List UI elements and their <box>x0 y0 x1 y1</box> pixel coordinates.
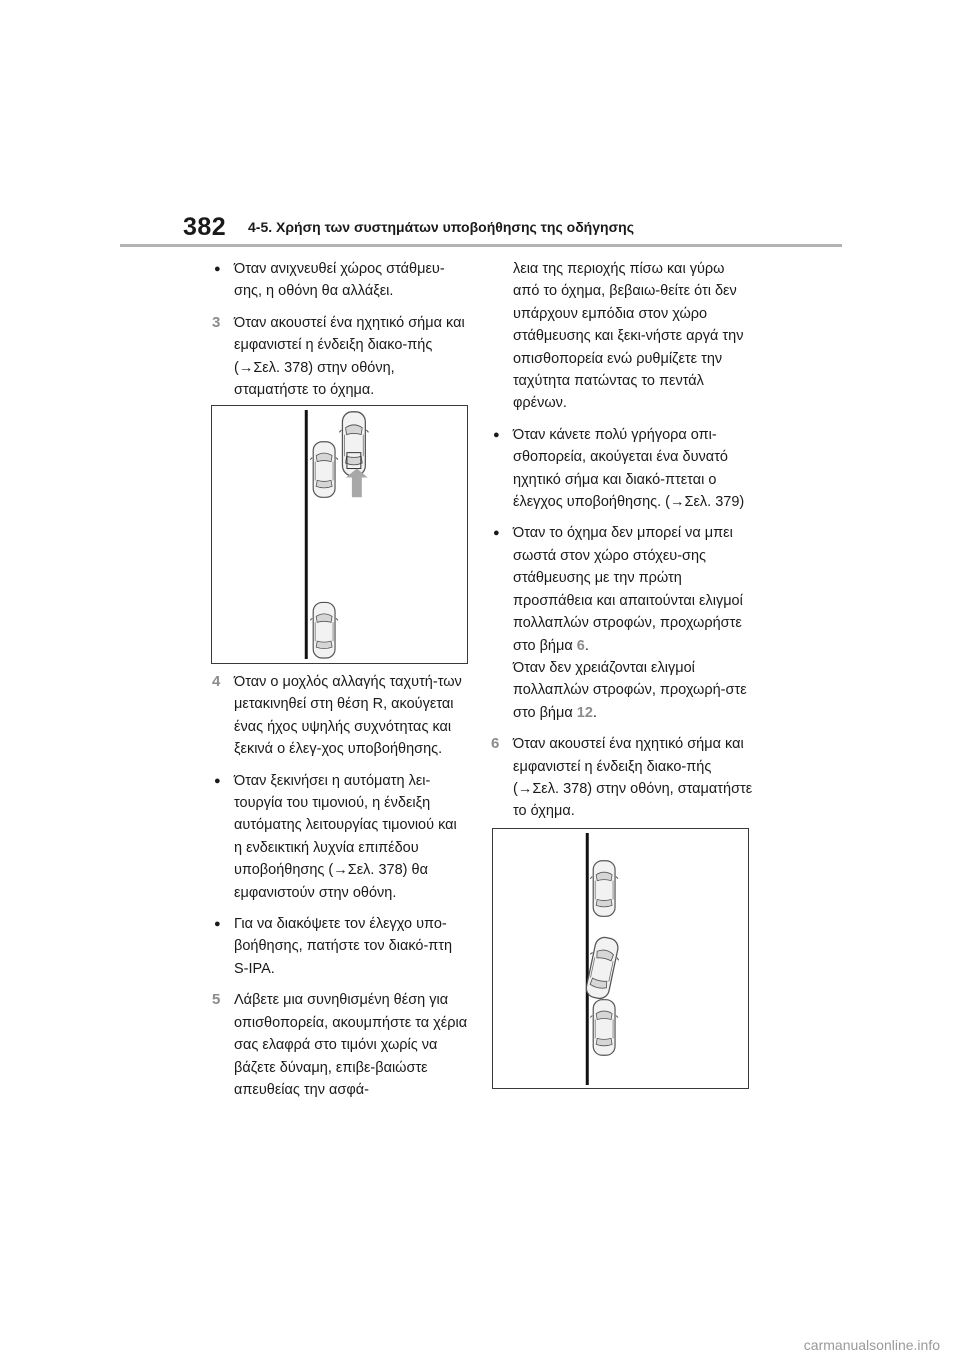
step-3 <box>212 312 468 402</box>
parked-car-rear <box>310 602 338 658</box>
step-5 <box>212 989 468 1101</box>
step-number: 6 <box>491 735 500 753</box>
bullet-parking-space-detected: ● Όταν ανιχνευθεί χώρος στάθμευ-σης, η οθόνη θα αλλάξει. <box>212 258 468 303</box>
left-column-top <box>212 258 468 410</box>
bullet-cancel-assist: ● Για να διακόψετε τον έλεγχο υπο-βοήθησης, πατήστε τον διακό-πτη S-IPA. <box>212 913 468 980</box>
parked-car-front <box>590 861 618 917</box>
step-number: 5 <box>212 991 221 1009</box>
parked-car-rear <box>590 1000 618 1056</box>
watermark: carmanualsonline.info <box>803 1337 940 1353</box>
header-divider <box>120 244 842 247</box>
bullet-text: . <box>584 637 589 654</box>
step-text: Λάβετε μια συνηθισμένη θέση για οπισθοπορεία, ακουμπήστε τα χέρια σας ελαφρά στο τιμόνι χωρίς να βάζετε δύναμη, επιβε-βαιώστε απευθείας την ασφά- <box>234 992 468 1098</box>
section-title: 4-5. Χρήση των συστημάτων υποβοήθησης της οδήγησης <box>248 219 634 235</box>
step-number: 3 <box>212 313 221 331</box>
step-reference: 6 <box>576 637 585 654</box>
step-text: Όταν ακουστεί ένα ηχητικό σήμα και εμφανιστεί η ένδειξη διακο-πής (→Σελ. 378) στην οθόνη, σταματήστε το όχημα. <box>234 314 465 399</box>
parking-diagram-2 <box>493 829 748 1088</box>
bullet-automatic-steering: ● Όταν ξεκινήσει η αυτόματη λει-τουργία του τιμονιού, η ένδειξη αυτόματης λειτουργίας τιμονιού και η ενδεικτική λυχνία επιπέδου υποβοήθησης (→Σελ. 378) θα εμφανιστούν στην οθόνη. <box>212 770 468 904</box>
parked-car-front <box>310 442 338 498</box>
parking-figure-2 <box>492 828 749 1089</box>
bullet-reversing-too-fast: ● Όταν κάνετε πολύ γρήγορα οπι-σθοπορεία, ακούγεται ένα δυνατό ηχητικό σήμα και διακό-πτεται ο έλεγχος υποβοήθησης. (→Σελ. 379) <box>491 424 753 514</box>
step-text: Όταν ο μοχλός αλλαγής ταχυτή-των μετακινηθεί στη θέση R, ακούγεται ένας ήχος υψηλής συχνότητας και ξεκινά ο έλεγ-χος υποβοήθησης. <box>234 674 462 758</box>
step-text: Όταν ακουστεί ένα ηχητικό σήμα και εμφανιστεί η ένδειξη διακο-πής (→Σελ. 378) στην οθόνη, σταματήστε το όχημα. <box>513 736 753 820</box>
parking-figure-1 <box>211 405 468 664</box>
right-column <box>491 258 753 832</box>
left-column-bottom <box>212 671 468 1110</box>
step-reference: 12 <box>576 704 593 721</box>
step-5-continuation: λεια της περιοχής πίσω και γύρω από το όχημα, βεβαιω-θείτε ότι δεν υπάρχουν εμπόδια στον χώρο στάθμευσης και ξεκι-νήστε αργά την οπισθοπορεία ενώ ρυθμίζετε την ταχύτητα πατώντας το πεντάλ φρένων. <box>513 261 744 412</box>
parking-diagram-1 <box>212 406 467 663</box>
page-number: 382 <box>183 213 227 241</box>
step-number: 4 <box>212 673 221 690</box>
step-6 <box>491 733 753 823</box>
bullet-text: Όταν το όχημα δεν μπορεί να μπει σωστά στον χώρο στόχευ-σης στάθμευσης με την πρώτη προσπάθεια και απαιτούνται ελιγμοί πολλαπλών στροφών, προχωρήστε στο βήμα <box>513 525 743 654</box>
step-4 <box>212 671 468 761</box>
bullet-text: Όταν δεν χρειάζονται ελιγμοί πολλαπλών στροφών, προχωρή-στε στο βήμα <box>513 659 747 721</box>
bullet-multi-turn-maneuver <box>491 522 753 724</box>
bullet-text: . <box>592 704 597 721</box>
own-vehicle <box>339 412 368 476</box>
